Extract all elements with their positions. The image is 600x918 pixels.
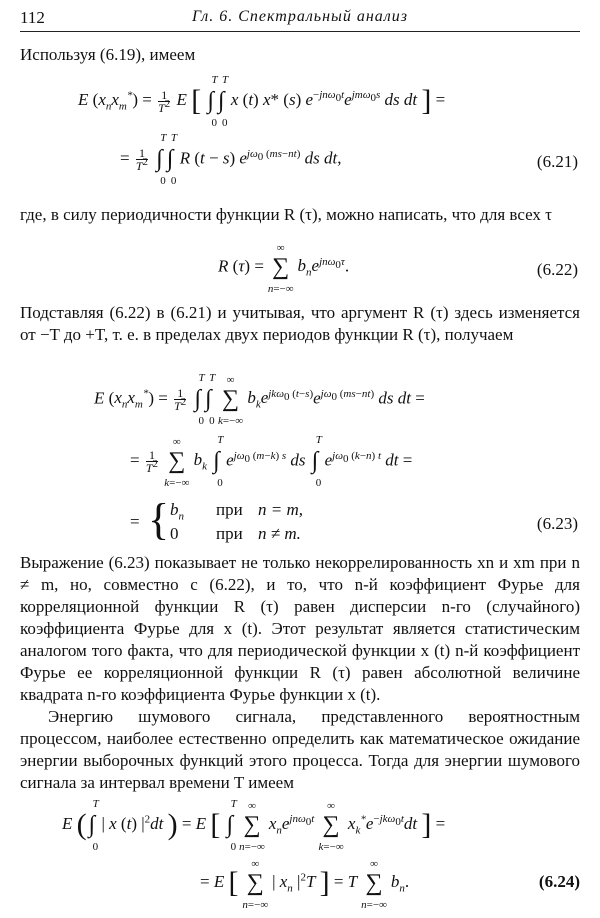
equation-6-23-line2: = $\frac{1}{T^2}$ ∑ ∞ k=−∞ $b_k$ ∫ 0 T $e^{j\omega_0 (m-k) s}$ ds ∫ 0 T $e^{j\omega_0 (k-n) t}$ dt = [130, 434, 413, 489]
equation-6-22: R (τ) = ∑ ∞ n=−∞ $b_ne^{jn\omega_0\tau}$. [218, 242, 350, 295]
page-number: 112 [20, 8, 45, 27]
case1-word: при [216, 500, 243, 519]
paragraph-intro: Используя (6.19), имеем [20, 45, 196, 64]
equation-6-23-line1: E $(x_nx_m^*)$ = $\frac{1}{T^2}$ ∫ 0 T ∫ 0 T ∑ ∞ k=−∞ $b_ke^{jk\omega_0 (t-s)}e^{j\omega_0 (ms-nt)}$ ds dt = [94, 372, 425, 427]
equation-number-6-22: (6.22) [536, 260, 578, 279]
equation-6-21-line1: E $(x_nx_m^*)$ = $\frac{1}{T^2}$ E [ ∫ 0 T ∫ 0 T x (t) x* (s) $e^{-jn\omega_0t}e^{jm\omega_0s}$ ds dt ] = [78, 73, 446, 129]
equation-number-6-24: (6.24) [538, 872, 580, 891]
page-header [20, 6, 580, 30]
case2-condition: n ≠ m. [258, 524, 301, 543]
paragraph-periodicity: где, в силу периодичности функции R (τ), можно написать, что для всех τ [20, 205, 552, 224]
paragraph-energy: Энергию шумового сигнала, представленного вероятностным процессом, наиболее естественно определить как математическое ожидание энергии выборочных функций этого процесса. Тогда для энергии шумового сигнала за интервал времени T имеем [20, 707, 580, 792]
equation-number-6-21: (6.21) [536, 152, 578, 171]
page: 112 Гл. 6. Спектральный анализ Используя (6.19), имеем E $(x_nx_m^*)$ = $\frac{1}{T^2}$ E [ ∫ 0 T ∫ 0 T x (t) x* (s) $e^{-jn\omega_0t}e^{jm\omega_0s}$ ds dt ] = = $\frac{1}{T^2}$ ∫ 0 T ∫ 0 T R (t − s) $e^{j\omega_0 (ms-nt)}$ ds dt, (6.21) где, в силу периодичности функции R (τ), можно написать, что для всех τ R (τ) = ∑ ∞ n=−∞ $b_ne^{jn\omega_0\tau}$. (6.22) Подставляя (6.22) в (6.21) и учитывая, что аргумент R (τ) здесь изменяется от −T до +T, т. е. в пределах двух периодов функции R (τ), получаем E $(x_nx_m^*)$ = $\frac{1}{T^2}$ ∫ 0 T ∫ 0 T ∑ ∞ k=−∞ $b_ke^{jk\omega_0 (t-s)}e^{j\omega_0 (ms-nt)}$ ds dt = = $\frac{1}{T^2}$ ∑ ∞ k=−∞ $b_k$ ∫ 0 T $e^{j\omega_0 (m-k) s}$ ds ∫ 0 T $e^{j\omega_0 (k-n) t}$ dt = = { $b_n$ при n = m, 0 при n ≠ m. (6.23) Выражение (6.23) показывает не только некоррелированность xn и xm при n ≠ m, но, совместно с (6.22), и то, что n-й коэффициент Фурье для корреляционной функции R (τ) равен дисперсии n-го (случайного) коэффициента Фурье для x (t). Этот результат является статистическим аналогом того факта, что для периодической функции x (t) n-й коэффициент Фурье ее корреляционной функции R (τ) равен абсолютной величине квадрата n-го коэффициента Фурье функции x (t). Энергию шумового сигнала, представленного вероятностным процессом, наиболее естественно определить как математическое ожидание энергии выборочных функций этого процесса. Тогда для энергии шумового сигнала за интервал времени T имеем E (∫ 0 T | x (t) $|^2dt$ ) = E [ ∫ 0 T ∑ ∞ n=−∞ $x_ne^{jn\omega_0t}$ ∑ ∞ k=−∞ $x_k^*e^{-jk\omega_0t}dt$ ] = = E [ ∑ ∞ n=−∞ | $x_n$ $|^2T$ ] = T ∑ ∞ n=−∞ $b_n$. (6.24) [20, 8, 580, 911]
paragraph-substitution: Подставляя (6.22) в (6.21) и учитывая, что аргумент R (τ) здесь изменяется от −T до +T, т. е. в пределах двух периодов функции R (τ), получаем [20, 303, 580, 344]
case2-word: при [216, 524, 243, 543]
equation-6-24-line1: E (∫ 0 T | x (t) $|^2dt$ ) = E [ ∫ 0 T ∑ ∞ n=−∞ $x_ne^{jn\omega_0t}$ ∑ ∞ k=−∞ $x_k^*e^{-jk\omega_0t}dt$ ] = [62, 797, 446, 853]
paragraph-interpretation: Выражение (6.23) показывает не только некоррелированность xn и xm при n ≠ m, но, совместно с (6.22), и то, что n-й коэффициент Фурье для корреляционной функции R (τ) равен дисперсии n-го (случайного) коэффициента Фурье для x (t). Этот результат является статистическим аналогом того факта, что для периодической функции x (t) n-й коэффициент Фурье ее корреляционной функции R (τ) равен абсолютной величине квадрата n-го коэффициента Фурье функции x (t). [20, 553, 580, 704]
equation-number-6-23: (6.23) [536, 514, 578, 533]
equation-6-24-line2: = E [ ∑ ∞ n=−∞ | $x_n$ $|^2T$ ] = T ∑ ∞ n=−∞ $b_n$. [200, 857, 410, 911]
running-title: Гл. 6. Спектральный анализ [191, 8, 408, 25]
equation-6-21-line2: = $\frac{1}{T^2}$ ∫ 0 T ∫ 0 T R (t − s) $e^{j\omega_0 (ms-nt)}$ ds dt, [120, 132, 342, 187]
header-rule [20, 31, 580, 32]
case1-condition: n = m, [258, 500, 303, 519]
